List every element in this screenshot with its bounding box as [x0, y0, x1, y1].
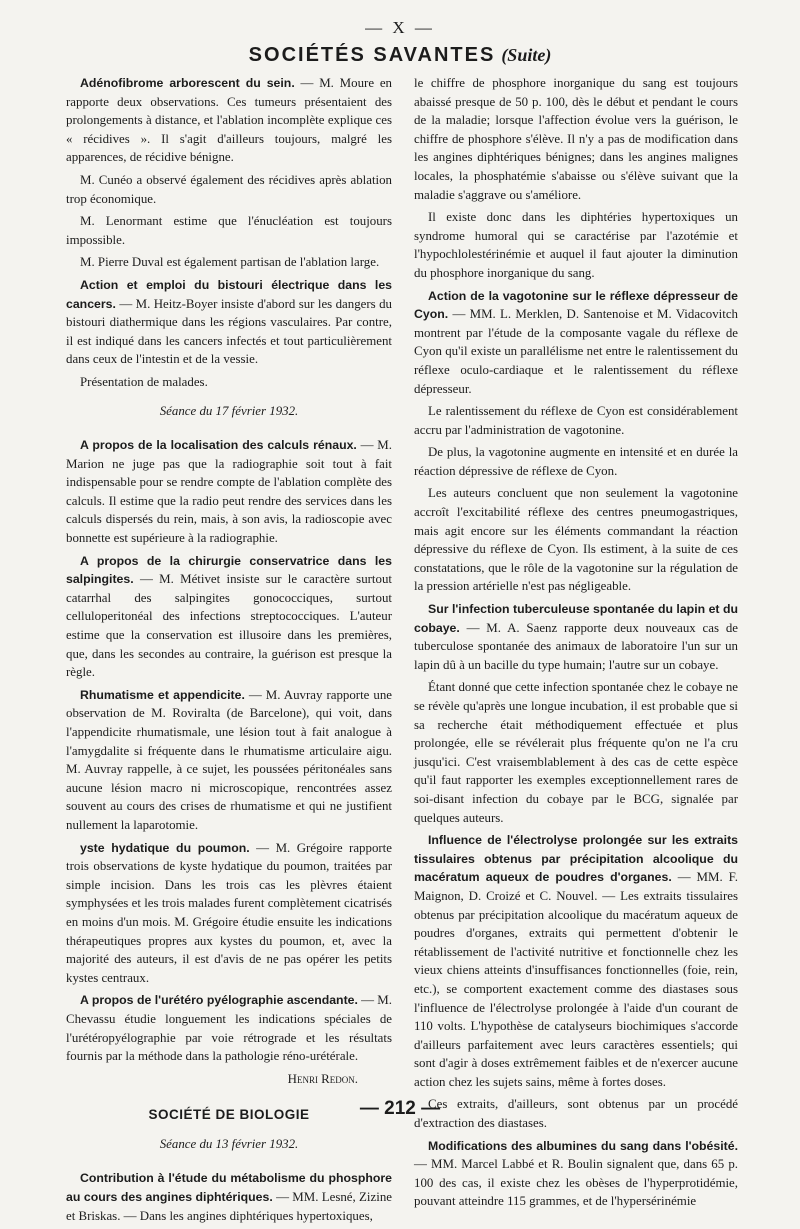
title-main: SOCIÉTÉS SAVANTES [248, 44, 496, 66]
article-heading: Action et emploi du bistouri électrique dans les cancers. [66, 277, 392, 311]
article-heading: Rhumatisme et appendicite. [80, 687, 245, 702]
article-heading: Contribution à l'étude du métabolisme du phosphore au cours des angines diphtériques. [66, 1171, 392, 1205]
paragraph: A propos de la localisation des calculs rénaux. — M. Marion ne juge pas que la radiographie soit tout à fait indispensable pour se rendre compte de l'ablation complète des calculs. Il estime que la radio peut rendre des services dans les calculs dispersés du rein, mais, à son avis, la radioscopie avec bonnette est supérieure à la radiographie. [66, 438, 392, 546]
seance-date: Séance du 17 février 1932. [159, 403, 299, 418]
left-column [66, 74, 392, 1229]
paragraph: M. Pierre Duval est également partisan de l'ablation large. [80, 255, 380, 270]
page-title [0, 44, 800, 67]
article-heading: A propos de l'urétéro pyélographie ascendante. [80, 993, 358, 1008]
paragraph: A propos de l'urétéro pyélographie ascendante. — M. Chevassu étudie longuement les indications spéciales de l'urétéropyélographie par voie rétrograde et les résultats fournis par la méthode dans la pathologie réno-urétérale. [66, 993, 392, 1064]
paragraph: Ces extraits, d'ailleurs, sont obtenus par un procédé d'extraction des diastases. [414, 1097, 738, 1131]
section-heading: SOCIÉTÉ DE BIOLOGIE [148, 1107, 310, 1123]
paragraph: De plus, la vagotonine augmente en intensité et en durée la réaction dépressive de réflexe de Cyon. [414, 445, 738, 478]
seance-date: Séance du 13 février 1932. [159, 1136, 299, 1151]
paragraph: Contribution à l'étude du métabolisme du phosphore au cours des angines diphtériques. — MM. Lesné, Zizine et Briskas. — Dans les angines diphtériques hypertoxiques, [66, 1171, 392, 1223]
article-heading: yste hydatique du poumon. [80, 840, 250, 855]
article-heading: A propos de la chirurgie conservatrice dans les salpingites. [66, 553, 392, 587]
paragraph: A propos de la chirurgie conservatrice dans les salpingites. — M. Métivet insiste sur le caractère surtout catarrhal des salpingites gonococciques, surtout celluloperitonéal des infections streptococciques. L'auteur estime que la conservation est illusoire dans les premières, que, dans les secondes au contraire, la guérison est presque la règle. [66, 553, 392, 680]
right-column [414, 74, 738, 1215]
title-suite: (Suite) [501, 45, 552, 65]
article-heading: Modifications des albumines du sang dans l'obésité. [428, 1138, 738, 1153]
paragraph: Modifications des albumines du sang dans l'obésité. — MM. Marcel Labbé et R. Boulin signalent que, dans 65 p. 100 des cas, il existe chez les obèses de l'hyperprotidémie, pouvant atteindre 115 grammes, et de l'hypersérinémie [414, 1138, 738, 1209]
article-heading: Sur l'infection tuberculeuse spontanée du lapin et du cobaye. [414, 602, 738, 635]
paragraph: Présentation de malades. [80, 374, 208, 389]
page-number: — 212 — [359, 1098, 441, 1119]
paragraph: yste hydatique du poumon. — M. Grégoire rapporte trois observations de kyste hydatique du poumon, traitées par simple incision. Dans les trois cas les plèvres étaient symphysées et les trois malades furent complètement cicatrisés en moins d'un mois. M. Grégoire étudie ensuite les indications thérapeutiques propres aux kystes du poumon, et, avec la majorité des auteurs, il est d'avis de ne pas opérer les petits kystes centraux. [66, 840, 392, 985]
paragraph: Sur l'infection tuberculeuse spontanée du lapin et du cobaye. — M. A. Saenz rapporte deux nouveaux cas de tuberculose spontanée des animaux de laboratoire l'un sur un lapin dû à un bacille du type humain; l'autre sur un cobaye. [414, 602, 738, 672]
article-heading: Influence de l'électrolyse prolongée sur les extraits tissulaires obtenus par précipitation alcoolique du macératum aqueux de poudres d'organes. [414, 833, 738, 885]
article-heading: Action de la vagotonine sur le réflexe dépresseur de Cyon. [414, 288, 738, 322]
paragraph: Adénofibrome arborescent du sein. — M. Moure en rapporte deux observations. Ces tumeurs présentaient des prolongements à distance, et l'ablation incomplète explique ces « récidives ». Il s'agit d'ailleurs toujours, malgré les apparences, de récidive bénigne. [66, 76, 392, 165]
paragraph: Influence de l'électrolyse prolongée sur les extraits tissulaires obtenus par précipitation alcoolique du macératum aqueux de poudres d'organes. — MM. F. Maignon, D. Croizé et C. Nouvel. — Les extraits tissulaires obtenus par précipitation alcoolique du macératum aqueux de poudres d'organes, extraits qui permettent d'obtenir le rétablissement de l'activité nutritive et fonctionnelle chez les vieux chiens atteints d'insuffisances fonctionnelles (foie, rein, etc.), se comportent exactement comme des diastases sous l'influence de l'électrolyse prolongée à l'aide d'un courant de 110 volts. L'hypothèse de catalyseurs biochimiques s'accorde d'ailleurs parfaitement avec leurs caractères essentiels; qui sont d'agir à doses extrêmement faibles et de n'exercer aucune action chez les sujets sains, même à fortes doses. [414, 833, 738, 1089]
paragraph: Les auteurs concluent que non seulement la vagotonine accroît l'excitabilité réflexe des centres pneumogastriques, mais agit encore sur les éléments commandant la réaction dépressive du réflexe de Cyon. Ils estiment, à la suite de ces constatations, que le rôle de la vagotonine sur la régulation de la pression artérielle n'est pas négligeable. [414, 486, 738, 594]
paragraph: le chiffre de phosphore inorganique du sang est toujours abaissé presque de 50 p. 100, dès le début et pendant le cours de la maladie; lorsque l'affection évolue vers la guérison, le chiffre de phosphore s'élève. Il n'y a pas de modification dans les angines diphtériques bénignes; dans les angines malignes locales, la phosphatémie s'abaisse ou s'élève suivant que la maladie s'aggrave ou s'améliore. [414, 76, 738, 202]
paragraph: Action et emploi du bistouri électrique dans les cancers. — M. Heitz-Boyer insiste d'abord sur les dangers du bistouri diathermique dans les régions vasculaires. Par contre, il est indiqué dans les cancers infectés et tout particulièrement dans ceux de l'intestin et de la vessie. [66, 277, 392, 367]
signature-line [66, 1070, 392, 1089]
paragraph: Étant donné que cette infection spontanée chez le cobaye ne se révèle qu'après une longue incubation, il est probable que si sa recherche était méthodiquement effectuée et plus prolongée, elle se révélerait plus fréquente qu'on ne l'a cru jusqu'ici. C'est vraisemblablement à des cas de cette espèce qu'il faut rapporter les exemples exceptionnellement rares de soi-disant infection du cobaye par le BCG, signalée par quelques auteurs. [414, 680, 738, 825]
signature: Henri Redon. [287, 1071, 358, 1086]
running-head: — X — [365, 18, 435, 37]
paragraph: Rhumatisme et appendicite. — M. Auvray rapporte une observation de M. Roviralta (de Barcelone), qui voit, dans l'appendicite rhumatismale, une lésion tout à fait analogue à l'amygdalite si fréquente dans le rhumatisme articulaire aigu. M. Auvray rappelle, à ce sujet, les poussées péritonéales sans aucune lésion macro ni microscopique, rencontrées assez souvent au cours des crises de rhumatisme et qui ne justifient nullement la laparotomie. [66, 687, 393, 832]
paragraph: M. Lenormant estime que l'énucléation est toujours impossible. [66, 214, 392, 247]
paragraph: Il existe donc dans les diphtéries hypertoxiques un syndrome humoral qui se caractérise par l'azotémie et l'hypochlolestérinémie et auquel il faut ajouter la diminution du phosphore inorganique du sang. [414, 210, 738, 280]
article-heading: A propos de la localisation des calculs rénaux. [80, 438, 357, 453]
paragraph: Action de la vagotonine sur le réflexe dépresseur de Cyon. — MM. L. Merklen, D. Santenoise et M. Vidacovitch montrent par l'étude de la composante vagale du réflexe de Cyon qu'il existe un parallélisme net entre le ralentissement du réflexe oculo-cardiaque et le ralentissement du réflexe dépresseur. [414, 288, 738, 396]
article-heading: Adénofibrome arborescent du sein. [80, 76, 295, 90]
paragraph: M. Cunéo a observé également des récidives après ablation trop économique. [66, 172, 392, 206]
paragraph: Le ralentissement du réflexe de Cyon est considérablement accru par l'administration de vagotonine. [414, 404, 738, 437]
